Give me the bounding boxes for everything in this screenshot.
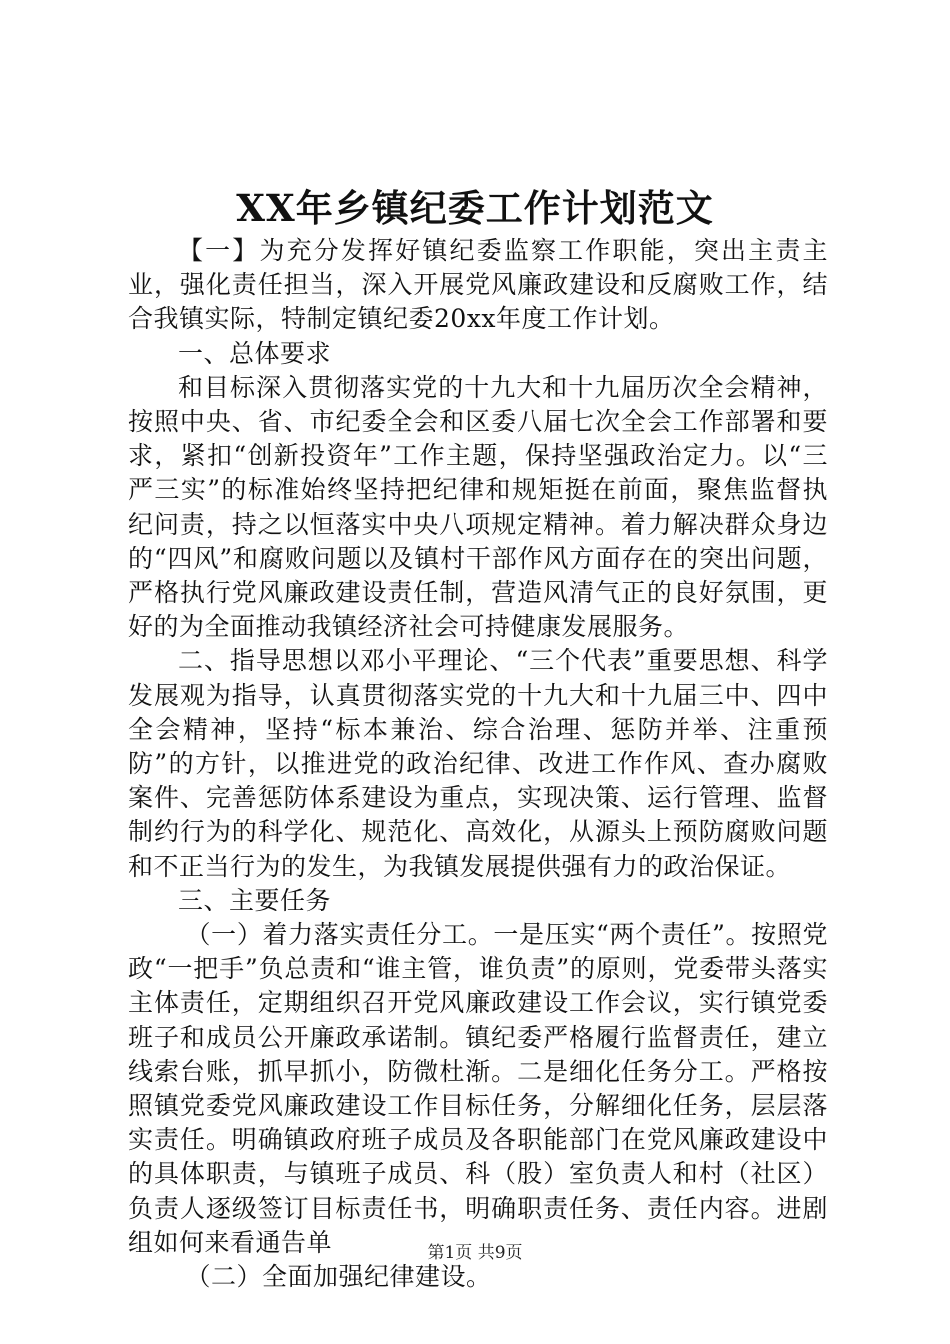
document-body xyxy=(128,234,828,1294)
paragraph-overall-goals: 和目标深入贯彻落实党的十九大和十九届历次全会精神，按照中央、省、市纪委全会和区委八届七次全会工作部署和要求，紧扣“创新投资年”工作主题，保持坚强政治定力。以“三严三实”的标准始终坚持把纪律和规矩挺在前面，聚焦监督执纪问责，持之以恒落实中央八项规定精神。着力解决群众身边的“四风”和腐败问题以及镇村干部作风方面存在的突出问题，严格执行党风廉政建设责任制，营造风清气正的良好氛围，更好的为全面推动我镇经济社会可持健康发展服务。 xyxy=(128,372,828,642)
paragraph-guiding-ideology: 二、指导思想以邓小平理论、“三个代表”重要思想、科学发展观为指导，认真贯彻落实党的十九大和十九届三中、四中全会精神，坚持“标本兼治、综合治理、惩防并举、注重预防”的方针，以推进党的政治纪律、改进工作作风、查办腐败案件、完善惩防体系建设为重点，实现决策、运行管理、监督制约行为的科学化、规范化、高效化，从源头上预防腐败问题和不正当行为的发生，为我镇发展提供强有力的政治保证。 xyxy=(128,646,828,881)
section-heading-main-tasks: 三、主要任务 xyxy=(178,885,332,915)
paragraph-intro: 【一】为充分发挥好镇纪委监察工作职能，突出主责主业，强化责任担当，深入开展党风廉政建设和反腐败工作，结合我镇实际，特制定镇纪委20xx年度工作计划。 xyxy=(128,236,828,334)
section-heading-overall-requirements: 一、总体要求 xyxy=(178,338,332,368)
paragraph-task-two: （二）全面加强纪律建设。 xyxy=(185,1262,492,1292)
paragraph-task-one: （一）着力落实责任分工。一是压实“两个责任”。按照党政“一把手”负总责和“谁主管，谁负责”的原则，党委带头落实主体责任，定期组织召开党风廉政建设工作会议，实行镇党委班子和成员公开廉政承诺制。镇纪委严格履行监督责任，建立线索台账，抓早抓小，防微杜渐。二是细化任务分工。严格按照镇党委党风廉政建设工作目标任务，分解细化任务，层层落实责任。明确镇政府班子成员及各职能部门在党风廉政建设中的具体职责，与镇班子成员、科（股）室负责人和村（社区）负责人逐级签订目标责任书，明确职责任务、责任内容。进剧组如何来看通告单 xyxy=(128,920,828,1257)
page-footer: 第1页 共9页 xyxy=(427,1243,523,1263)
document-title: XX年乡镇纪委工作计划范文 xyxy=(236,186,714,230)
